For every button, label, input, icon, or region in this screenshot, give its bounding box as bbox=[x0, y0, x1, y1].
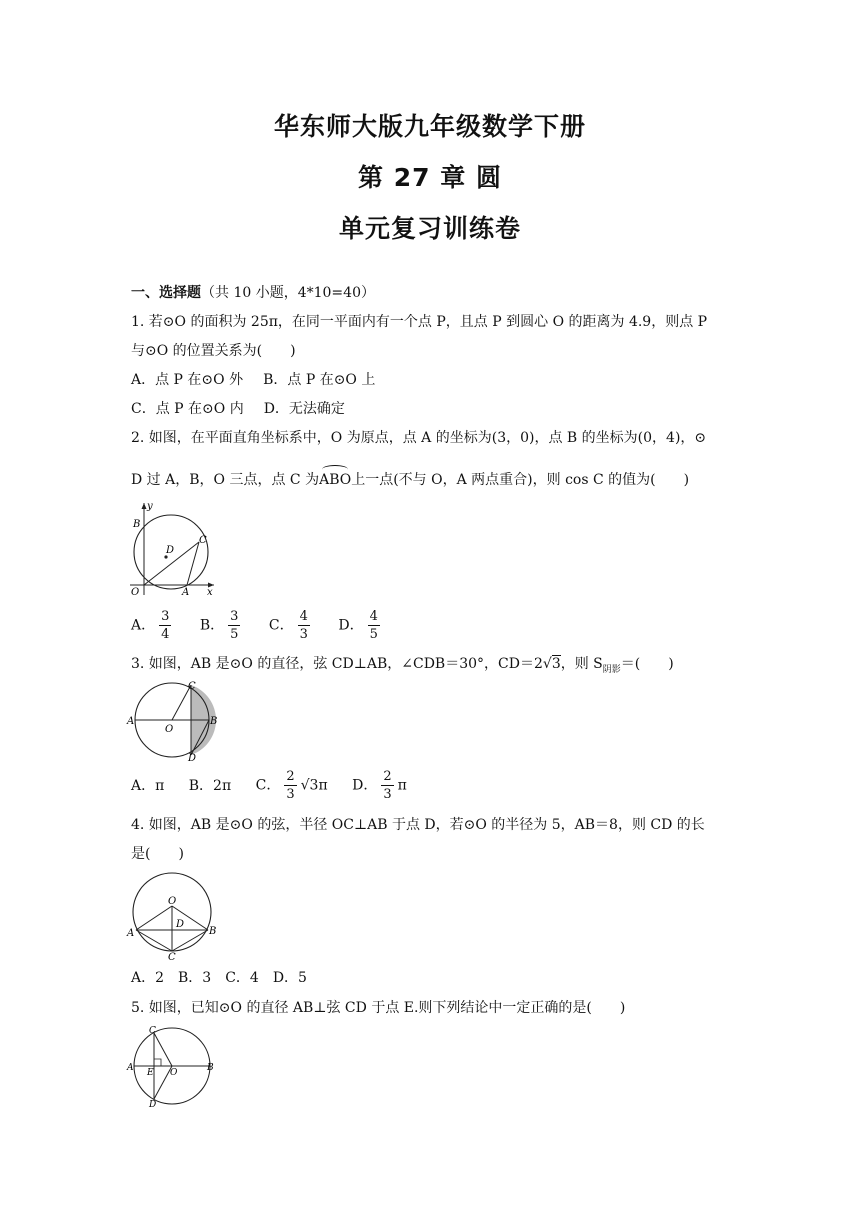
unit-title: 单元复习训练卷 bbox=[338, 214, 521, 243]
label-d: D bbox=[149, 1100, 157, 1110]
q2-option-b-label: B． bbox=[199, 617, 225, 634]
q2-option-b bbox=[200, 608, 245, 643]
q2-option-c bbox=[269, 608, 314, 643]
q3-option-d bbox=[352, 768, 407, 803]
q3-option-d-label: D． bbox=[352, 777, 378, 794]
q2-option-a-denominator: 4 bbox=[161, 627, 170, 642]
q1-option-a: A．点 P 在⊙O 外 bbox=[131, 372, 244, 388]
label-c: C bbox=[188, 681, 196, 692]
q4-figure bbox=[126, 868, 218, 960]
label-c: C bbox=[199, 535, 207, 546]
q2-option-b-numerator: 3 bbox=[230, 609, 239, 624]
q2-option-d bbox=[338, 608, 384, 643]
q3-option-d-denominator: 3 bbox=[383, 787, 392, 802]
section-heading bbox=[131, 283, 741, 303]
q3-sqrt-radicand: 3 bbox=[551, 656, 561, 672]
label-x: x bbox=[207, 587, 213, 597]
label-b: B bbox=[209, 926, 217, 937]
label-b: B bbox=[207, 1063, 214, 1073]
label-o: O bbox=[168, 896, 177, 907]
book-title: 华东师大版九年级数学下册 bbox=[273, 112, 586, 141]
label-d: D bbox=[188, 753, 197, 762]
q1-options-row2 bbox=[131, 399, 741, 419]
q2-option-d-denominator: 5 bbox=[369, 627, 378, 642]
q3-stem-part-b: ，则 S bbox=[560, 656, 603, 672]
q2-option-d-numerator: 4 bbox=[369, 609, 378, 624]
q3-option-d-numerator: 2 bbox=[383, 769, 392, 784]
q3-stem bbox=[131, 654, 741, 680]
q2-option-c-denominator: 3 bbox=[299, 627, 308, 642]
y-axis-arrow bbox=[142, 503, 147, 509]
q3-option-c-denominator: 3 bbox=[286, 787, 295, 802]
label-c: C bbox=[168, 952, 176, 960]
q3-option-c-fraction bbox=[284, 768, 296, 803]
q2-option-a-numerator: 3 bbox=[161, 609, 170, 624]
q2-stem-part-a: D 过 A，B，O 三点，点 C 为 bbox=[131, 472, 320, 488]
q3-options bbox=[131, 768, 741, 803]
q2-stem-line2 bbox=[131, 470, 741, 490]
q2-option-a-fraction bbox=[159, 608, 171, 643]
q3-stem-part-a: 3. 如图，AB 是⊙O 的直径，弦 CD⊥AB，∠CDB＝30°，CD＝2 bbox=[131, 656, 543, 672]
right-angle-mark bbox=[154, 1059, 161, 1066]
q2-option-c-fraction bbox=[298, 608, 310, 643]
q5-diagram bbox=[126, 1024, 218, 1110]
q2-option-b-denominator: 5 bbox=[230, 627, 239, 642]
q5-figure bbox=[126, 1024, 218, 1110]
section-note: （共 10 小题，4*10=40） bbox=[201, 285, 375, 301]
q2-option-b-fraction bbox=[228, 608, 240, 643]
label-a: A bbox=[127, 716, 135, 727]
q5-stem: 5. 如图，已知⊙O 的直径 AB⊥弦 CD 于点 E.则下列结论中一定正确的是( ) bbox=[131, 1000, 626, 1016]
q3-option-c-label: C． bbox=[255, 777, 281, 794]
q4-stem-line2: 是( ) bbox=[131, 846, 184, 862]
q2-option-a-label: A． bbox=[131, 617, 156, 634]
q4-stem-line1: 4. 如图，AB 是⊙O 的弦，半径 OC⊥AB 于点 D，若⊙O 的半径为 5，AB＝8，则 CD 的长 bbox=[131, 817, 705, 833]
label-o: O bbox=[165, 724, 174, 735]
q3-option-b: B．2π bbox=[188, 777, 232, 794]
q2-figure bbox=[126, 497, 221, 597]
q1-option-b: B．点 P 在⊙O 上 bbox=[263, 372, 376, 388]
q1-option-d: D．无法确定 bbox=[263, 401, 345, 417]
label-e: E bbox=[147, 1068, 154, 1078]
arc-abo: ABO bbox=[319, 472, 352, 488]
label-a: A bbox=[127, 928, 135, 939]
q1-stem-line2: 与⊙O 的位置关系为( ) bbox=[131, 343, 296, 359]
label-c: C bbox=[149, 1026, 156, 1036]
segment-oa bbox=[136, 906, 172, 930]
q3-option-d-fraction bbox=[381, 768, 393, 803]
q1-options-row1 bbox=[131, 370, 741, 390]
q3-diagram bbox=[126, 680, 221, 762]
segment-ac bbox=[136, 930, 172, 951]
q3-option-c-numerator: 2 bbox=[286, 769, 295, 784]
q3-shaded-subscript: 阴影 bbox=[602, 664, 621, 675]
segment-co bbox=[154, 1033, 172, 1066]
q2-option-d-label: D． bbox=[338, 617, 364, 634]
q2-options bbox=[131, 608, 741, 643]
q2-diagram bbox=[126, 497, 221, 597]
q3-option-c-tail: 3π bbox=[309, 777, 328, 794]
q2-option-c-label: C． bbox=[268, 617, 294, 634]
sqrt-symbol: √ bbox=[542, 656, 552, 672]
q2-option-d-fraction bbox=[368, 608, 380, 643]
chapter-title: 第 27 章 圆 bbox=[358, 163, 502, 192]
q1-option-c: C．点 P 在⊙O 内 bbox=[131, 401, 244, 417]
q2-stem-line1: 2. 如图，在平面直角坐标系中，O 为原点，点 A 的坐标为(3，0)，点 B 的坐标为(0，4)，⊙ bbox=[131, 430, 707, 446]
label-d: D bbox=[166, 545, 175, 556]
q2-option-c-numerator: 4 bbox=[299, 609, 308, 624]
q3-option-d-tail: π bbox=[397, 777, 407, 794]
q4-options: A．2 B．3 C．4 D．5 bbox=[131, 970, 307, 986]
label-o: O bbox=[170, 1068, 178, 1078]
label-b: B bbox=[210, 716, 218, 727]
sqrt-symbol: √ bbox=[300, 777, 310, 794]
q3-option-c bbox=[256, 768, 328, 803]
section-label: 一、选择题 bbox=[131, 285, 201, 301]
label-o: O bbox=[131, 587, 140, 597]
label-y: y bbox=[147, 501, 153, 512]
label-a: A bbox=[182, 587, 190, 597]
q2-stem-part-b: 上一点(不与 O，A 两点重合)，则 cos C 的值为( ) bbox=[351, 472, 690, 488]
label-d: D bbox=[176, 919, 185, 930]
q2-option-a bbox=[131, 608, 175, 643]
segment-bc bbox=[172, 930, 208, 951]
q3-stem-part-c: ＝( ) bbox=[620, 656, 674, 672]
label-a: A bbox=[127, 1063, 134, 1073]
q4-diagram bbox=[126, 868, 218, 960]
q3-figure bbox=[126, 680, 221, 762]
label-b: B bbox=[133, 519, 141, 530]
q1-stem-line1: 1. 若⊙O 的面积为 25π，在同一平面内有一个点 P，且点 P 到圆心 O 的距离为 4.9，则点 P bbox=[131, 314, 708, 330]
q3-option-a: A．π bbox=[131, 777, 165, 794]
